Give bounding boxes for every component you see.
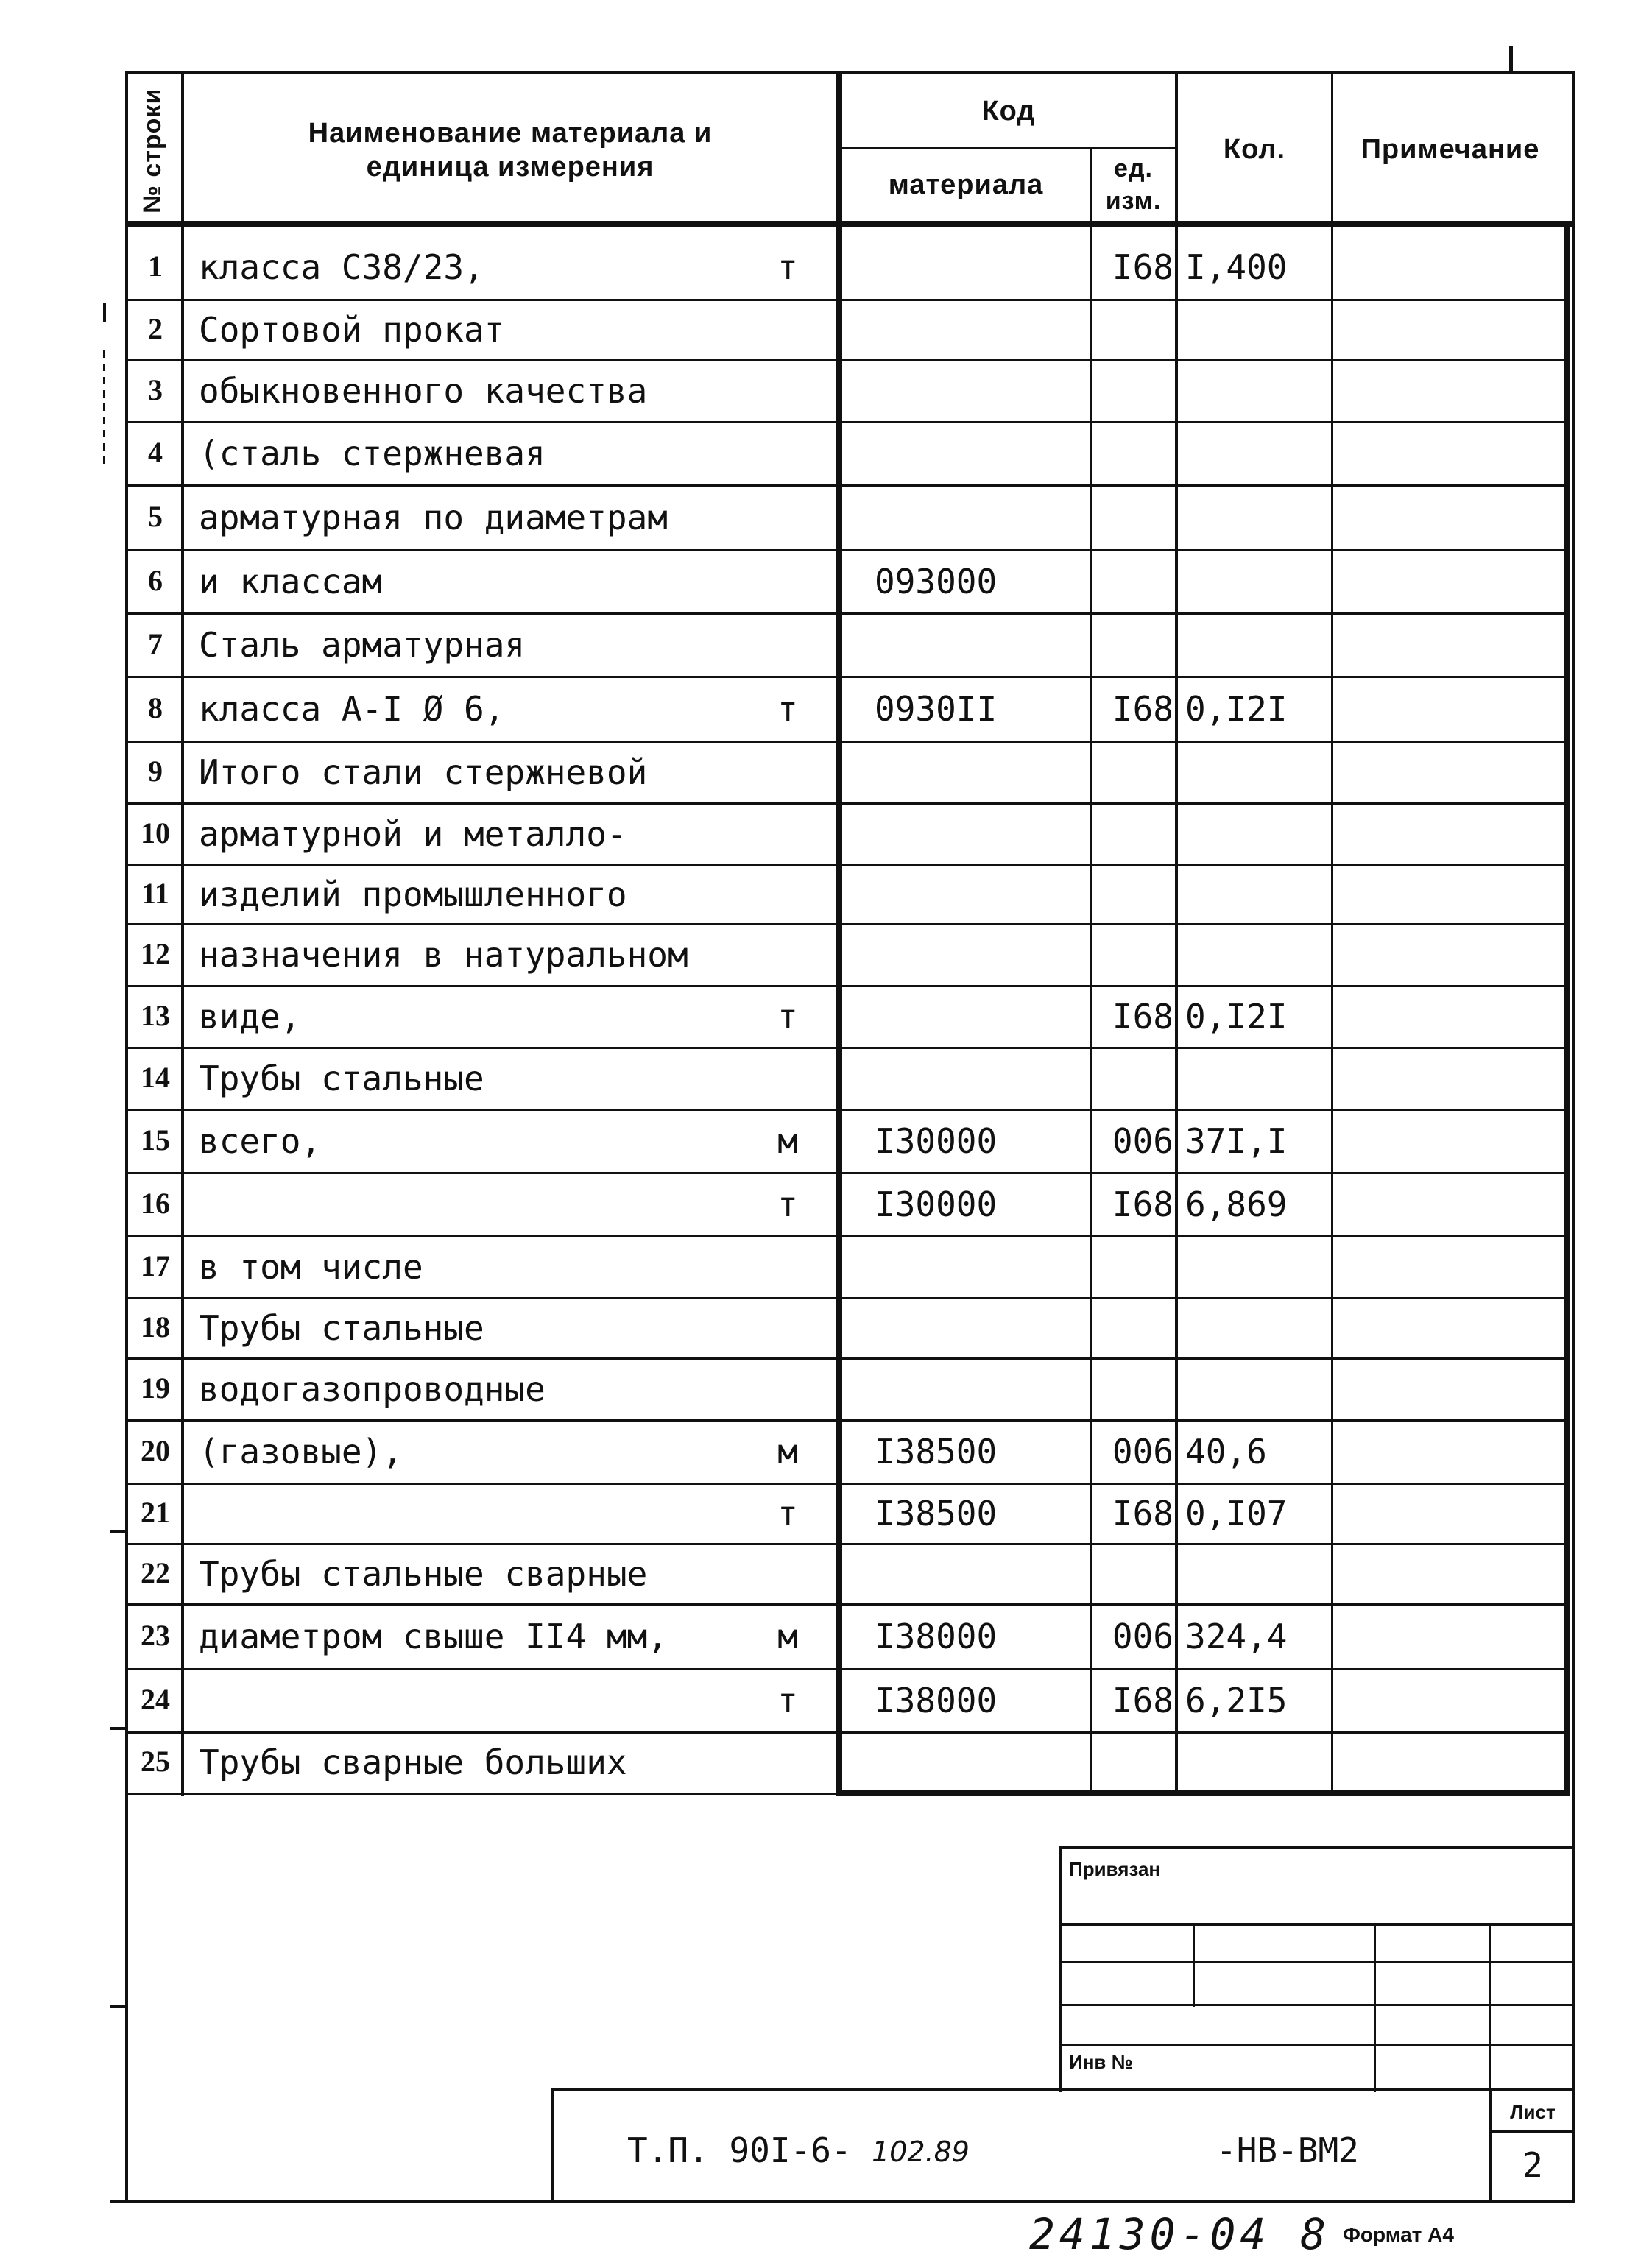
stamp-grid-h3 — [1059, 2004, 1575, 2006]
row-name: в том числе — [199, 1247, 423, 1287]
row-unit-code: I68 — [1112, 689, 1173, 729]
row-number: 15 — [141, 1123, 170, 1157]
header-name-line2: единица измерения — [366, 152, 654, 183]
row-number: 11 — [141, 877, 169, 910]
stamp-grid-h1 — [1059, 1923, 1575, 1926]
header-material: материала — [888, 169, 1044, 200]
row-name: Трубы стальные — [199, 1308, 484, 1348]
row-name: (сталь стержневая — [199, 434, 546, 473]
row-name: Трубы стальные — [199, 1059, 484, 1098]
stamp-doc-suffix: -НВ-ВМ2 — [1216, 2130, 1359, 2170]
row-name: изделий промышленного — [199, 875, 627, 914]
stamp-sheet-left — [1489, 2088, 1492, 2203]
row-quantity: 6,2I5 — [1185, 1681, 1288, 1720]
row-name: диаметром свыше II4 мм, — [199, 1617, 668, 1656]
stamp-privyazan-label: Привязан — [1069, 1858, 1161, 1880]
row-material-code: I38500 — [875, 1494, 998, 1533]
row-unit-code: I68 — [1112, 247, 1173, 287]
row-number: 22 — [141, 1556, 170, 1589]
row-name: Сортовой прокат — [199, 310, 505, 350]
row-number: 21 — [141, 1496, 170, 1529]
row-unit-code: 006 — [1112, 1121, 1173, 1161]
row-material-code: I30000 — [875, 1121, 998, 1161]
header-unit-line1: ед. — [1114, 155, 1153, 183]
row-number: 2 — [148, 312, 163, 345]
row-number: 6 — [148, 564, 163, 597]
row-name: всего, — [199, 1121, 322, 1161]
row-number: 14 — [141, 1061, 170, 1094]
row-name: Итого стали стержневой — [199, 752, 648, 792]
row-quantity: 37I,I — [1185, 1121, 1288, 1161]
row-number: 8 — [148, 691, 163, 724]
row-unit: т — [777, 1681, 798, 1720]
row-quantity: 0,I07 — [1185, 1494, 1288, 1533]
row-name: Трубы сварные больших — [199, 1742, 627, 1782]
row-unit: м — [777, 1121, 798, 1161]
format-label: Формат А4 — [1343, 2223, 1454, 2246]
row-material-code: I30000 — [875, 1184, 998, 1224]
row-unit-code: I68 — [1112, 997, 1173, 1037]
row-name: Трубы стальные сварные — [199, 1554, 648, 1594]
row-quantity: 0,I2I — [1185, 997, 1288, 1037]
row-unit-code: I68 — [1112, 1681, 1173, 1720]
row-unit: т — [777, 689, 798, 729]
stamp-grid-h2 — [1059, 1961, 1575, 1963]
row-number: 13 — [141, 999, 170, 1032]
header-qty: Кол. — [1223, 134, 1286, 165]
row-unit-code: 006 — [1112, 1617, 1173, 1656]
header-code: Код — [981, 96, 1036, 127]
row-number: 10 — [141, 816, 170, 850]
stamp-sheet-number: 2 — [1522, 2145, 1543, 2185]
row-unit-code: I68 — [1112, 1494, 1173, 1533]
stamp-sheet-label: Лист — [1510, 2101, 1556, 2123]
row-material-code: I38000 — [875, 1617, 998, 1656]
header-name-line1: Наименование материала и — [308, 118, 713, 149]
stamp-doc-prefix: Т.П. 90I-6- — [627, 2130, 852, 2170]
row-name: обыкновенного качества — [199, 371, 648, 411]
header-row-number: № строки — [138, 88, 166, 213]
row-quantity: 6,869 — [1185, 1184, 1288, 1224]
stamp-grid-v2 — [1374, 1923, 1376, 2092]
row-name: класса С38/23, — [199, 247, 484, 287]
row-unit-code: 006 — [1112, 1432, 1173, 1472]
row-name: (газовые), — [199, 1432, 403, 1472]
row-number: 3 — [148, 373, 163, 406]
row-name: виде, — [199, 997, 301, 1037]
stamp-main-left — [551, 2088, 554, 2203]
row-name: Сталь арматурная — [199, 625, 526, 665]
row-material-code: I38000 — [875, 1681, 998, 1720]
row-number: 24 — [141, 1683, 170, 1716]
row-number: 25 — [141, 1745, 170, 1778]
row-unit: м — [777, 1617, 798, 1656]
stamp-grid-h4 — [1059, 2044, 1575, 2046]
row-number: 1 — [148, 250, 163, 283]
row-name: арматурной и металло- — [199, 814, 627, 854]
row-number: 16 — [141, 1187, 170, 1220]
row-quantity: 40,6 — [1185, 1432, 1267, 1472]
stamp-main-top — [551, 2088, 1575, 2091]
row-number: 19 — [141, 1371, 170, 1405]
row-name: назначения в натуральном — [199, 935, 688, 975]
archive-number: 24130-04 8 — [1029, 2209, 1331, 2259]
row-number: 9 — [148, 755, 163, 788]
row-number: 20 — [141, 1434, 170, 1467]
row-name: арматурная по диаметрам — [199, 498, 668, 537]
header-unit-line2: изм. — [1105, 187, 1162, 215]
row-number: 17 — [141, 1249, 170, 1282]
stamp-privyazan-top — [1059, 1846, 1575, 1849]
stamp-grid-v1 — [1193, 1923, 1195, 2007]
row-number: 7 — [148, 627, 163, 660]
row-quantity: 324,4 — [1185, 1617, 1288, 1656]
row-name: и классам — [199, 562, 383, 601]
row-number: 4 — [148, 436, 163, 469]
row-number: 18 — [141, 1310, 170, 1343]
row-material-code: 093000 — [875, 562, 998, 601]
row-name: класса А-I Ø 6, — [199, 689, 505, 729]
row-number: 23 — [141, 1619, 170, 1652]
row-material-code: I38500 — [875, 1432, 998, 1472]
stamp-doc-number: 102.89 — [872, 2136, 970, 2168]
row-unit: т — [777, 997, 798, 1037]
row-name: водогазопроводные — [199, 1369, 546, 1409]
stamp-inv-label: Инв № — [1069, 2051, 1133, 2073]
stamp-grid-v3 — [1489, 1923, 1491, 2092]
row-unit: т — [777, 247, 798, 287]
header-note: Примечание — [1360, 134, 1540, 165]
row-material-code: 0930II — [875, 689, 998, 729]
row-quantity: I,400 — [1185, 247, 1288, 287]
row-unit: т — [777, 1494, 798, 1533]
row-unit: т — [777, 1184, 798, 1224]
stamp-privyazan-left — [1059, 1846, 1062, 2092]
row-number: 12 — [141, 937, 170, 970]
row-unit: м — [777, 1432, 798, 1472]
row-quantity: 0,I2I — [1185, 689, 1288, 729]
stamp-sheet-split — [1489, 2130, 1575, 2133]
row-number: 5 — [148, 500, 163, 533]
row-unit-code: I68 — [1112, 1184, 1173, 1224]
